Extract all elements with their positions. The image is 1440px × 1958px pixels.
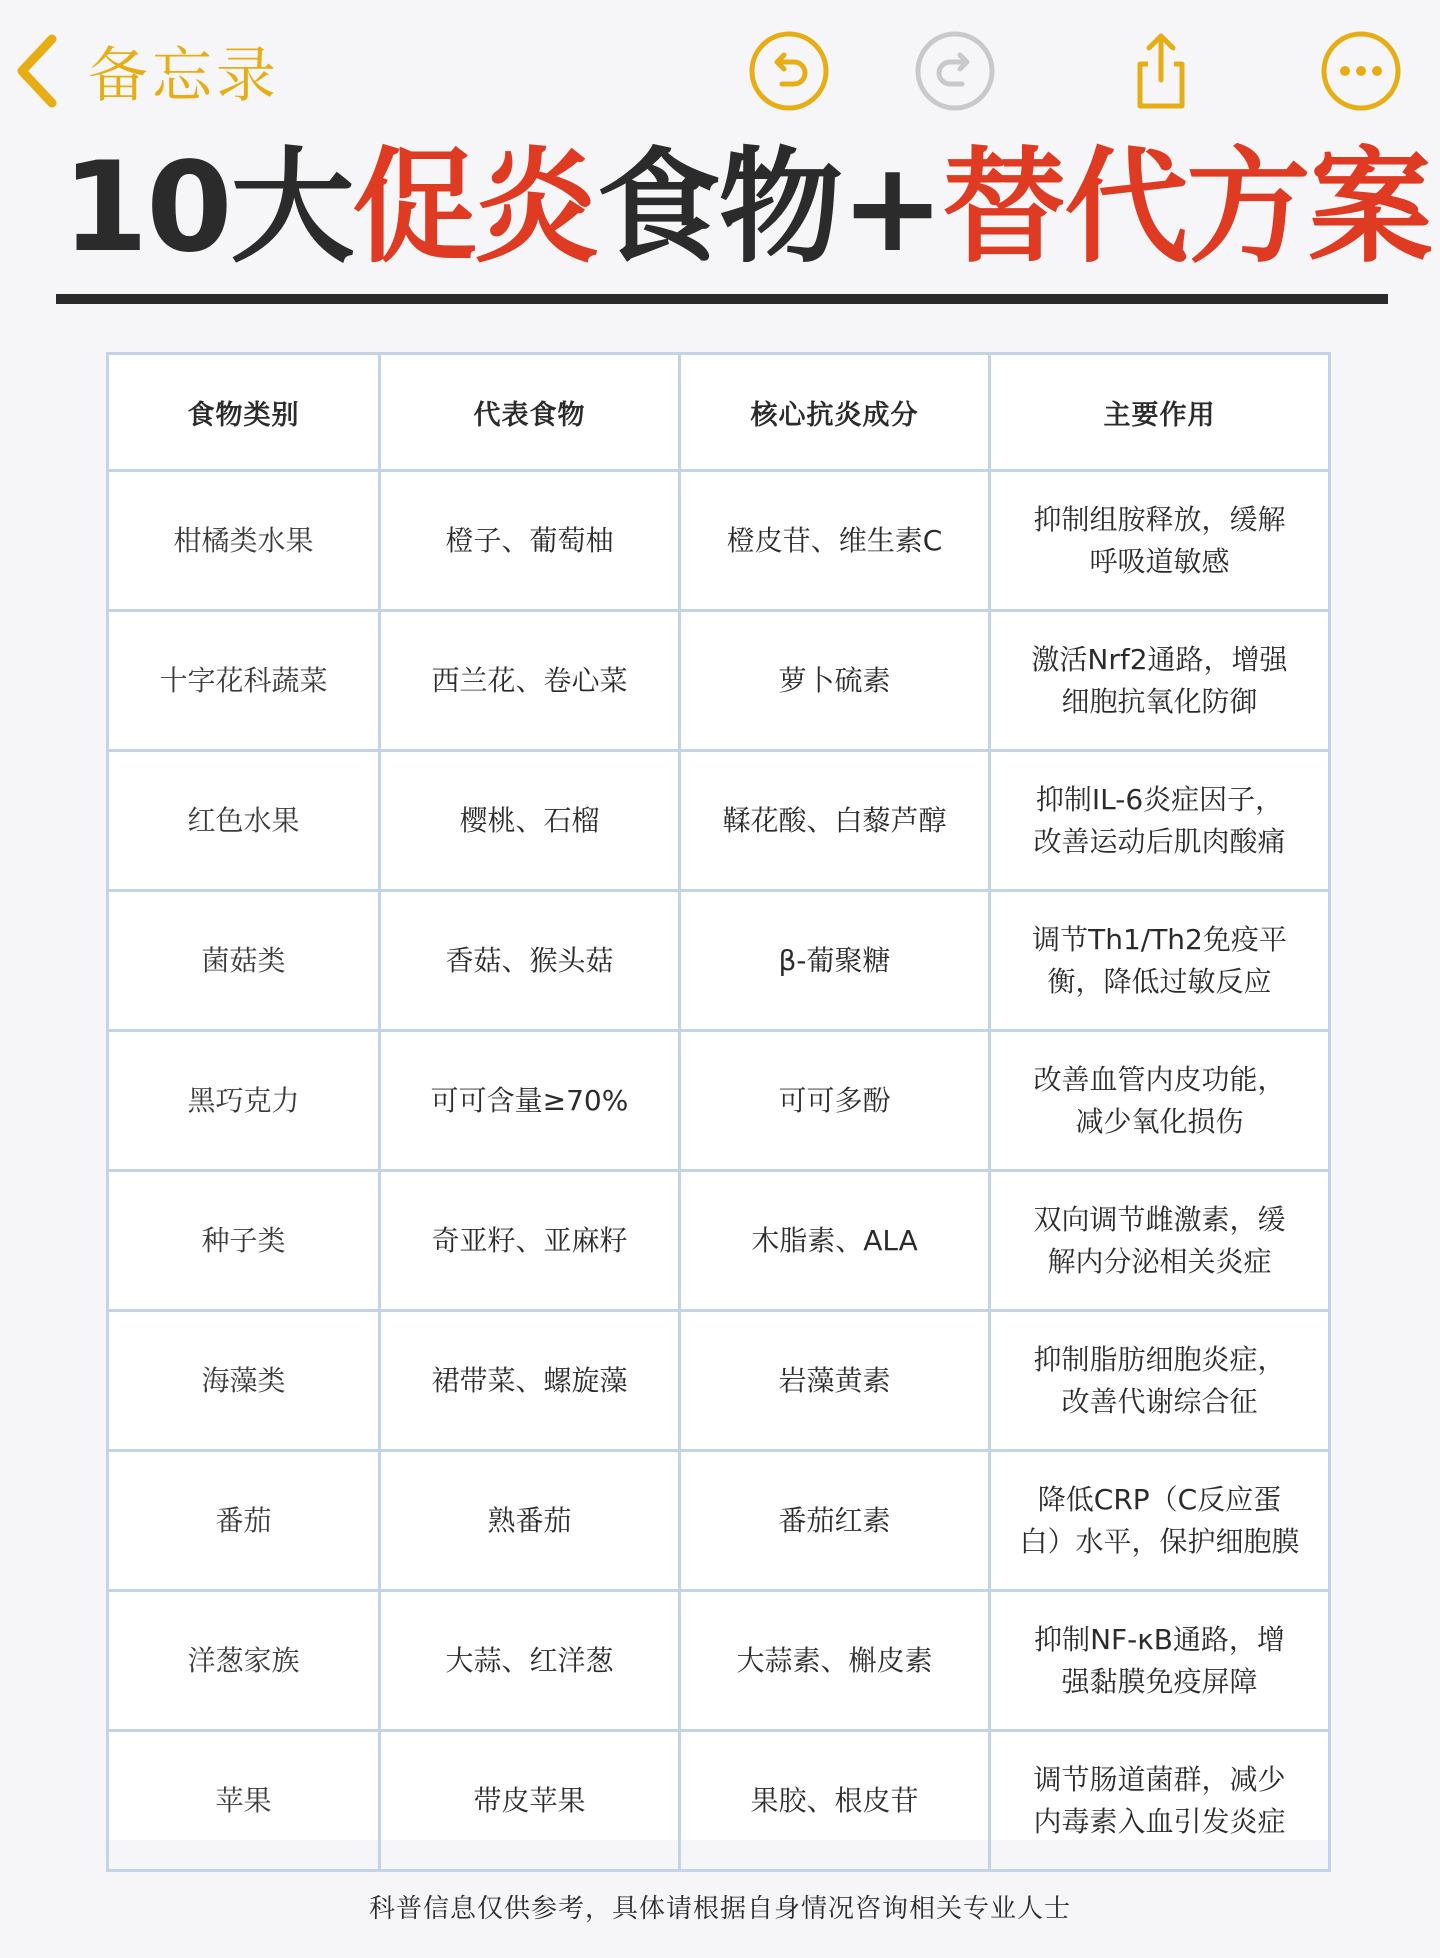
- table-row: [108, 1311, 1330, 1451]
- effect-line-2: 衡，降低过敏反应: [1047, 964, 1272, 998]
- cell-foods: 樱桃、石榴: [380, 751, 680, 891]
- effect-line-1: 双向调节雌激素，缓: [1033, 1202, 1286, 1236]
- cell-component: 鞣花酸、白藜芦醇: [680, 751, 990, 891]
- back-label: 备忘录: [88, 41, 280, 111]
- cell-foods: 大蒜、红洋葱: [380, 1591, 680, 1731]
- effect-line-1: 降低CRP（C反应蛋: [1037, 1482, 1282, 1516]
- cell-effect: [990, 1031, 1330, 1171]
- effect-line-2: 白）水平，保护细胞膜: [1019, 1524, 1300, 1558]
- chevron-left-icon: [14, 31, 62, 111]
- effect-line-1: 抑制NF-κB通路，增: [1034, 1622, 1285, 1656]
- share-button[interactable]: [1120, 30, 1202, 112]
- cell-effect: [990, 1171, 1330, 1311]
- back-button[interactable]: [14, 28, 280, 114]
- food-table-container: [106, 352, 1328, 1840]
- cell-component: 岩藻黄素: [680, 1311, 990, 1451]
- redo-icon: [914, 30, 996, 112]
- table-row: [108, 1031, 1330, 1171]
- table-row: [108, 1591, 1330, 1731]
- cell-foods: 可可含量≥70%: [380, 1031, 680, 1171]
- cell-foods: 奇亚籽、亚麻籽: [380, 1171, 680, 1311]
- effect-line-2: 解内分泌相关炎症: [1047, 1244, 1272, 1278]
- more-icon: [1320, 30, 1402, 112]
- cell-category: 菌菇类: [108, 891, 380, 1031]
- cell-category: 红色水果: [108, 751, 380, 891]
- cell-foods: 橙子、葡萄柚: [380, 471, 680, 611]
- cell-foods: 香菇、猴头菇: [380, 891, 680, 1031]
- cell-category: 黑巧克力: [108, 1031, 380, 1171]
- cell-effect: [990, 611, 1330, 751]
- table-row: [108, 1731, 1330, 1871]
- effect-line-1: 调节肠道菌群，减少: [1033, 1762, 1286, 1796]
- cell-foods: 熟番茄: [380, 1451, 680, 1591]
- effect-line-1: 调节Th1/Th2免疫平: [1032, 922, 1287, 956]
- cell-category: 海藻类: [108, 1311, 380, 1451]
- cell-foods: 裙带菜、螺旋藻: [380, 1311, 680, 1451]
- table-row: [108, 471, 1330, 611]
- cell-component: 番茄红素: [680, 1451, 990, 1591]
- share-icon: [1120, 30, 1202, 112]
- cell-category: 柑橘类水果: [108, 471, 380, 611]
- effect-line-2: 减少氧化损伤: [1075, 1104, 1244, 1138]
- cell-category: 番茄: [108, 1451, 380, 1591]
- food-table: [106, 352, 1331, 1872]
- cell-component: 可可多酚: [680, 1031, 990, 1171]
- redo-button[interactable]: [914, 30, 996, 112]
- title-part-3: 食物+: [596, 136, 943, 280]
- cell-component: 木脂素、ALA: [680, 1171, 990, 1311]
- effect-line-1: 抑制脂肪细胞炎症，: [1033, 1342, 1286, 1376]
- table-row: [108, 1171, 1330, 1311]
- cell-component: 萝卜硫素: [680, 611, 990, 751]
- title-part-1: 10大: [62, 136, 353, 280]
- header-effect: 主要作用: [990, 354, 1330, 471]
- effect-line-1: 抑制组胺释放，缓解: [1033, 502, 1286, 536]
- cell-component: β-葡聚糖: [680, 891, 990, 1031]
- table-row: [108, 1451, 1330, 1591]
- table-row: [108, 751, 1330, 891]
- title-divider: [56, 294, 1388, 304]
- navigation-bar: [0, 0, 1440, 140]
- table-body: [108, 471, 1330, 1871]
- header-foods: 代表食物: [380, 354, 680, 471]
- cell-category: 洋葱家族: [108, 1591, 380, 1731]
- effect-line-2: 改善代谢综合征: [1061, 1384, 1258, 1418]
- effect-line-2: 细胞抗氧化防御: [1061, 684, 1258, 718]
- table-row: [108, 611, 1330, 751]
- undo-icon: [748, 30, 830, 112]
- effect-line-1: 抑制IL-6炎症因子，: [1035, 782, 1284, 816]
- effect-line-2: 强黏膜免疫屏障: [1061, 1664, 1258, 1698]
- cell-effect: [990, 471, 1330, 611]
- cell-effect: [990, 751, 1330, 891]
- cell-category: 苹果: [108, 1731, 380, 1871]
- cell-category: 十字花科蔬菜: [108, 611, 380, 751]
- cell-effect: [990, 1451, 1330, 1591]
- more-button[interactable]: [1320, 30, 1402, 112]
- cell-foods: 带皮苹果: [380, 1731, 680, 1871]
- title-part-4: 替代方案: [942, 136, 1431, 280]
- cell-component: 橙皮苷、维生素C: [680, 471, 990, 611]
- effect-line-2: 改善运动后肌肉酸痛: [1033, 824, 1286, 858]
- table-header-row: [108, 354, 1330, 471]
- cell-effect: [990, 1311, 1330, 1451]
- effect-line-2: 呼吸道敏感: [1089, 544, 1230, 578]
- page-title: [62, 138, 1431, 278]
- table-row: [108, 891, 1330, 1031]
- cell-category: 种子类: [108, 1171, 380, 1311]
- header-component: 核心抗炎成分: [680, 354, 990, 471]
- effect-line-1: 激活Nrf2通路，增强: [1031, 642, 1288, 676]
- cell-component: 大蒜素、槲皮素: [680, 1591, 990, 1731]
- cell-effect: [990, 1731, 1330, 1871]
- cell-component: 果胶、根皮苷: [680, 1731, 990, 1871]
- disclaimer-note: 科普信息仅供参考，具体请根据自身情况咨询相关专业人士: [368, 1894, 1071, 1924]
- effect-line-2: 内毒素入血引发炎症: [1033, 1804, 1286, 1838]
- cell-effect: [990, 891, 1330, 1031]
- title-part-2: 促炎: [352, 136, 597, 280]
- header-category: 食物类别: [108, 354, 380, 471]
- cell-foods: 西兰花、卷心菜: [380, 611, 680, 751]
- cell-effect: [990, 1591, 1330, 1731]
- effect-line-1: 改善血管内皮功能，: [1033, 1062, 1286, 1096]
- undo-button[interactable]: [748, 30, 830, 112]
